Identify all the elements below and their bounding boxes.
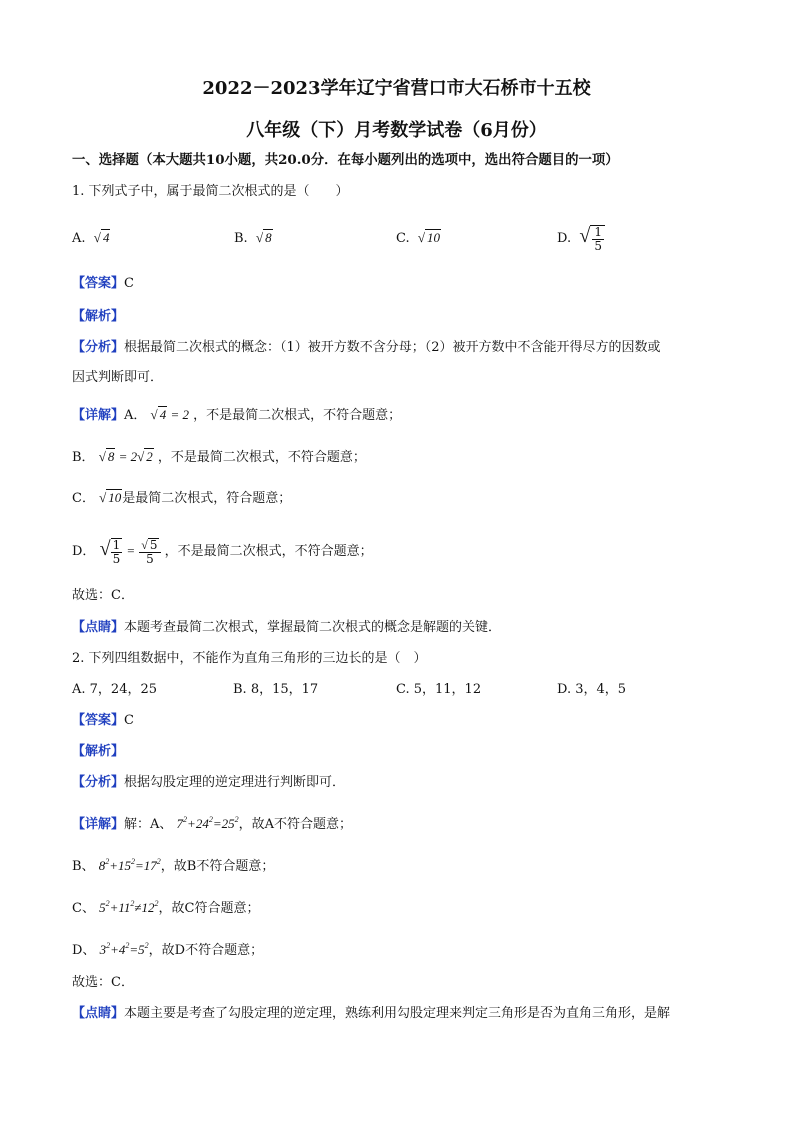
q1-option-a: A. √ 4 [72, 230, 110, 246]
q1-fenxi: 【分析】根据最简二次根式的概念：（1）被开方数不含分母；（2）被开方数中不含能开得尽方的因数或 [72, 340, 661, 355]
q1-fenxi-line2: 因式判断即可． [72, 370, 164, 385]
q2-detail-b: B、 $8^2+15^2=17^2$，故B不符合题意； [72, 857, 275, 874]
q1-detail-a: 【详解】A． √ 4 = 2 ，不是最简二次根式，不符合题意； [72, 407, 402, 423]
title-line-2: 八年级（下）月考数学试卷（6月份） [246, 120, 547, 141]
q2-detail-c: C、 $5^2+11^2\ne 12^2$，故C符合题意； [72, 899, 260, 916]
q1-detail-d: D． √ $\frac{1}{5}$ = $\frac{√ 5}{5}$ ，不是最简二次根式，不符合题意； [72, 537, 373, 566]
title-line-1: 2022－2023学年辽宁省营口市大石桥市十五校 [202, 78, 591, 99]
q1-stem: 1. 下列式子中，属于最简二次根式的是（ ） [72, 184, 349, 199]
q1-detail-b: B． √ 8 = 2√ 2 ，不是最简二次根式，不符合题意； [72, 449, 366, 465]
q2-detail-d: D、 $3^2+4^2=5^2$，故D不符合题意； [72, 941, 264, 958]
q1-analysis-tag: 【解析】 [72, 309, 125, 324]
q1-option-d: D. √ $\frac{1}{5}$ [557, 218, 605, 257]
q2-choice: 故选：C． [72, 975, 134, 990]
q2-comment: 【点睛】本题主要是考查了勾股定理的逆定理，熟练利用勾股定理来判定三角形是否为直角三角形，是解 [72, 1006, 671, 1021]
q2-option-c: C. 5，11，12 [396, 682, 482, 697]
q2-stem: 2. 下列四组数据中，不能作为直角三角形的三边长的是（ ） [72, 651, 427, 666]
q2-option-a: A. 7，24，25 [72, 682, 158, 697]
q1-comment: 【点睛】本题考查最简二次根式，掌握最简二次根式的概念是解题的关键． [72, 620, 502, 635]
q2-detail-a: 【详解】解：A、 $7^2+24^2=25^2$，故A不符合题意； [72, 815, 352, 832]
q2-option-b: B. 8，15，17 [233, 682, 319, 697]
q2-analysis-tag: 【解析】 [72, 744, 125, 759]
q1-detail-c: C． √ 10是最简二次根式，符合题意； [72, 490, 292, 506]
q1-answer: 【答案】C [72, 276, 134, 291]
section-heading: 一、选择题（本大题共10小题，共20.0分．在每小题列出的选项中，选出符合题目的一项） [72, 152, 619, 168]
q1-option-b: B. √ 8 [234, 230, 272, 246]
q1-choice: 故选：C． [72, 588, 134, 603]
q2-answer: 【答案】C [72, 713, 134, 728]
q1-option-c: C. √ 10 [396, 230, 441, 246]
q2-fenxi: 【分析】根据勾股定理的逆定理进行判断即可． [72, 775, 346, 790]
q2-option-d: D. 3，4，5 [557, 682, 627, 697]
